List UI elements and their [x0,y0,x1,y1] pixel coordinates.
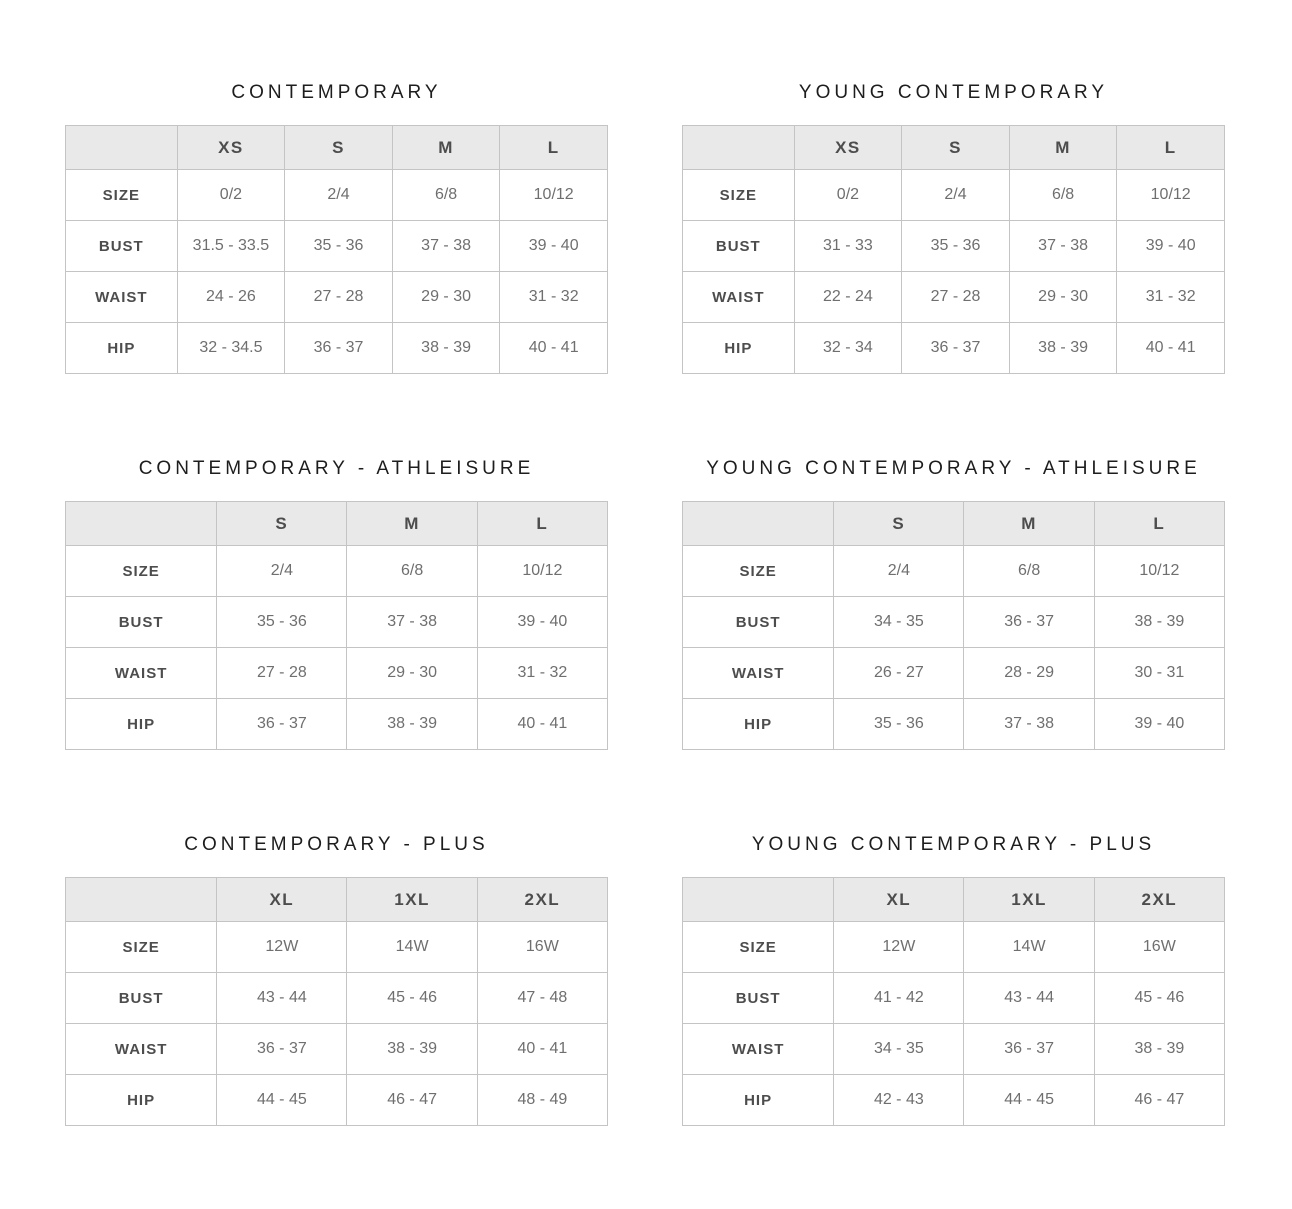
cell-value: 42 - 43 [834,1075,964,1126]
size-chart-table [682,501,1225,750]
column-header: L [500,126,608,170]
row-label: WAIST [66,1024,217,1075]
row-label: BUST [683,221,795,272]
table-row [66,648,608,699]
cell-value: 38 - 39 [1094,1024,1224,1075]
row-label: SIZE [66,170,178,221]
cell-value: 10/12 [477,546,607,597]
row-label: BUST [66,221,178,272]
cell-value: 40 - 41 [477,699,607,750]
cell-value: 38 - 39 [347,699,477,750]
table-row [683,1075,1225,1126]
cell-value: 43 - 44 [217,973,347,1024]
table-row [66,922,608,973]
table-header-row [66,878,608,922]
table-row [683,272,1225,323]
row-label: WAIST [683,648,834,699]
column-header: M [392,126,500,170]
row-label: BUST [66,597,217,648]
table-row [66,597,608,648]
cell-value: 38 - 39 [1094,597,1224,648]
table-row [683,1024,1225,1075]
row-label: HIP [683,699,834,750]
cell-value: 2/4 [902,170,1010,221]
cell-value: 44 - 45 [964,1075,1094,1126]
column-header: M [347,502,477,546]
size-chart-title: CONTEMPORARY - ATHLEISURE [138,458,535,479]
column-header: XS [177,126,285,170]
cell-value: 31 - 32 [1117,272,1225,323]
cell-value: 35 - 36 [285,221,393,272]
corner-cell [683,878,834,922]
column-header: 2XL [1094,878,1224,922]
size-chart-section-contemporary-athleisure [65,457,608,750]
cell-value: 36 - 37 [285,323,393,374]
cell-value: 31 - 32 [500,272,608,323]
row-label: BUST [66,973,217,1024]
table-row [683,699,1225,750]
row-label: HIP [66,1075,217,1126]
cell-value: 40 - 41 [1117,323,1225,374]
cell-value: 27 - 28 [902,272,1010,323]
cell-value: 31 - 32 [477,648,607,699]
column-header: S [834,502,964,546]
table-row [683,973,1225,1024]
cell-value: 39 - 40 [1094,699,1224,750]
row-label: HIP [683,1075,834,1126]
row-label: WAIST [683,1024,834,1075]
cell-value: 2/4 [834,546,964,597]
cell-value: 37 - 38 [1009,221,1117,272]
table-row [66,1075,608,1126]
cell-value: 37 - 38 [964,699,1094,750]
row-label: HIP [66,699,217,750]
cell-value: 35 - 36 [217,597,347,648]
table-header-row [683,878,1225,922]
corner-cell [66,126,178,170]
cell-value: 41 - 42 [834,973,964,1024]
cell-value: 48 - 49 [477,1075,607,1126]
row-label: SIZE [683,922,834,973]
cell-value: 12W [834,922,964,973]
corner-cell [66,878,217,922]
column-header: 2XL [477,878,607,922]
size-chart-title: YOUNG CONTEMPORARY - ATHLEISURE [706,458,1201,479]
table-row [66,973,608,1024]
cell-value: 30 - 31 [1094,648,1224,699]
cell-value: 10/12 [1117,170,1225,221]
cell-value: 10/12 [1094,546,1224,597]
cell-value: 28 - 29 [964,648,1094,699]
cell-value: 39 - 40 [477,597,607,648]
cell-value: 37 - 38 [392,221,500,272]
size-chart-title: CONTEMPORARY [231,82,442,103]
cell-value: 27 - 28 [285,272,393,323]
cell-value: 36 - 37 [217,699,347,750]
corner-cell [683,502,834,546]
cell-value: 12W [217,922,347,973]
row-label: SIZE [683,170,795,221]
table-header-row [683,126,1225,170]
table-row [683,221,1225,272]
size-chart-section-contemporary-plus [65,833,608,1126]
table-row [66,1024,608,1075]
column-header: L [477,502,607,546]
size-chart-table [65,125,608,374]
cell-value: 39 - 40 [500,221,608,272]
column-header: S [902,126,1010,170]
cell-value: 6/8 [964,546,1094,597]
cell-value: 45 - 46 [1094,973,1224,1024]
cell-value: 46 - 47 [1094,1075,1224,1126]
table-row [66,272,608,323]
cell-value: 47 - 48 [477,973,607,1024]
cell-value: 38 - 39 [347,1024,477,1075]
row-label: SIZE [66,922,217,973]
table-row [66,170,608,221]
cell-value: 34 - 35 [834,1024,964,1075]
table-row [66,221,608,272]
cell-value: 43 - 44 [964,973,1094,1024]
column-header: S [217,502,347,546]
cell-value: 44 - 45 [217,1075,347,1126]
column-header: S [285,126,393,170]
column-header: M [964,502,1094,546]
table-row [683,170,1225,221]
cell-value: 32 - 34.5 [177,323,285,374]
cell-value: 0/2 [794,170,902,221]
table-header-row [66,126,608,170]
cell-value: 16W [477,922,607,973]
cell-value: 39 - 40 [1117,221,1225,272]
row-label: WAIST [66,272,178,323]
table-row [66,699,608,750]
cell-value: 45 - 46 [347,973,477,1024]
cell-value: 29 - 30 [392,272,500,323]
cell-value: 35 - 36 [834,699,964,750]
cell-value: 36 - 37 [964,1024,1094,1075]
table-row [683,597,1225,648]
cell-value: 40 - 41 [477,1024,607,1075]
table-row [683,922,1225,973]
row-label: BUST [683,597,834,648]
cell-value: 34 - 35 [834,597,964,648]
cell-value: 31.5 - 33.5 [177,221,285,272]
cell-value: 36 - 37 [217,1024,347,1075]
cell-value: 2/4 [217,546,347,597]
column-header: 1XL [964,878,1094,922]
row-label: HIP [683,323,795,374]
column-header: L [1117,126,1225,170]
size-chart-title: YOUNG CONTEMPORARY [798,82,1109,103]
cell-value: 46 - 47 [347,1075,477,1126]
cell-value: 26 - 27 [834,648,964,699]
cell-value: 36 - 37 [964,597,1094,648]
table-header-row [66,502,608,546]
size-chart-section-young-contemporary-athleisure [682,457,1225,750]
table-header-row [683,502,1225,546]
row-label: SIZE [66,546,217,597]
table-row [66,546,608,597]
column-header: XS [794,126,902,170]
size-chart-title: CONTEMPORARY - PLUS [184,834,489,855]
cell-value: 38 - 39 [1009,323,1117,374]
size-chart-section-contemporary [65,81,608,374]
row-label: HIP [66,323,178,374]
cell-value: 2/4 [285,170,393,221]
size-chart-table [682,125,1225,374]
table-row [683,323,1225,374]
cell-value: 36 - 37 [902,323,1010,374]
cell-value: 40 - 41 [500,323,608,374]
column-header: M [1009,126,1117,170]
cell-value: 14W [347,922,477,973]
cell-value: 6/8 [392,170,500,221]
cell-value: 29 - 30 [1009,272,1117,323]
corner-cell [683,126,795,170]
size-chart-table [65,877,608,1126]
cell-value: 31 - 33 [794,221,902,272]
cell-value: 16W [1094,922,1224,973]
row-label: SIZE [683,546,834,597]
size-chart-table [682,877,1225,1126]
corner-cell [66,502,217,546]
cell-value: 38 - 39 [392,323,500,374]
size-chart-table [65,501,608,750]
column-header: 1XL [347,878,477,922]
cell-value: 37 - 38 [347,597,477,648]
column-header: L [1094,502,1224,546]
row-label: WAIST [66,648,217,699]
column-header: XL [217,878,347,922]
table-row [66,323,608,374]
cell-value: 14W [964,922,1094,973]
cell-value: 35 - 36 [902,221,1010,272]
cell-value: 29 - 30 [347,648,477,699]
row-label: BUST [683,973,834,1024]
table-row [683,648,1225,699]
row-label: WAIST [683,272,795,323]
cell-value: 10/12 [500,170,608,221]
table-row [683,546,1225,597]
size-chart-title: YOUNG CONTEMPORARY - PLUS [751,834,1156,855]
cell-value: 27 - 28 [217,648,347,699]
cell-value: 22 - 24 [794,272,902,323]
cell-value: 32 - 34 [794,323,902,374]
size-chart-section-young-contemporary-plus [682,833,1225,1126]
column-header: XL [834,878,964,922]
cell-value: 6/8 [347,546,477,597]
cell-value: 0/2 [177,170,285,221]
cell-value: 24 - 26 [177,272,285,323]
cell-value: 6/8 [1009,170,1117,221]
size-chart-section-young-contemporary [682,81,1225,374]
